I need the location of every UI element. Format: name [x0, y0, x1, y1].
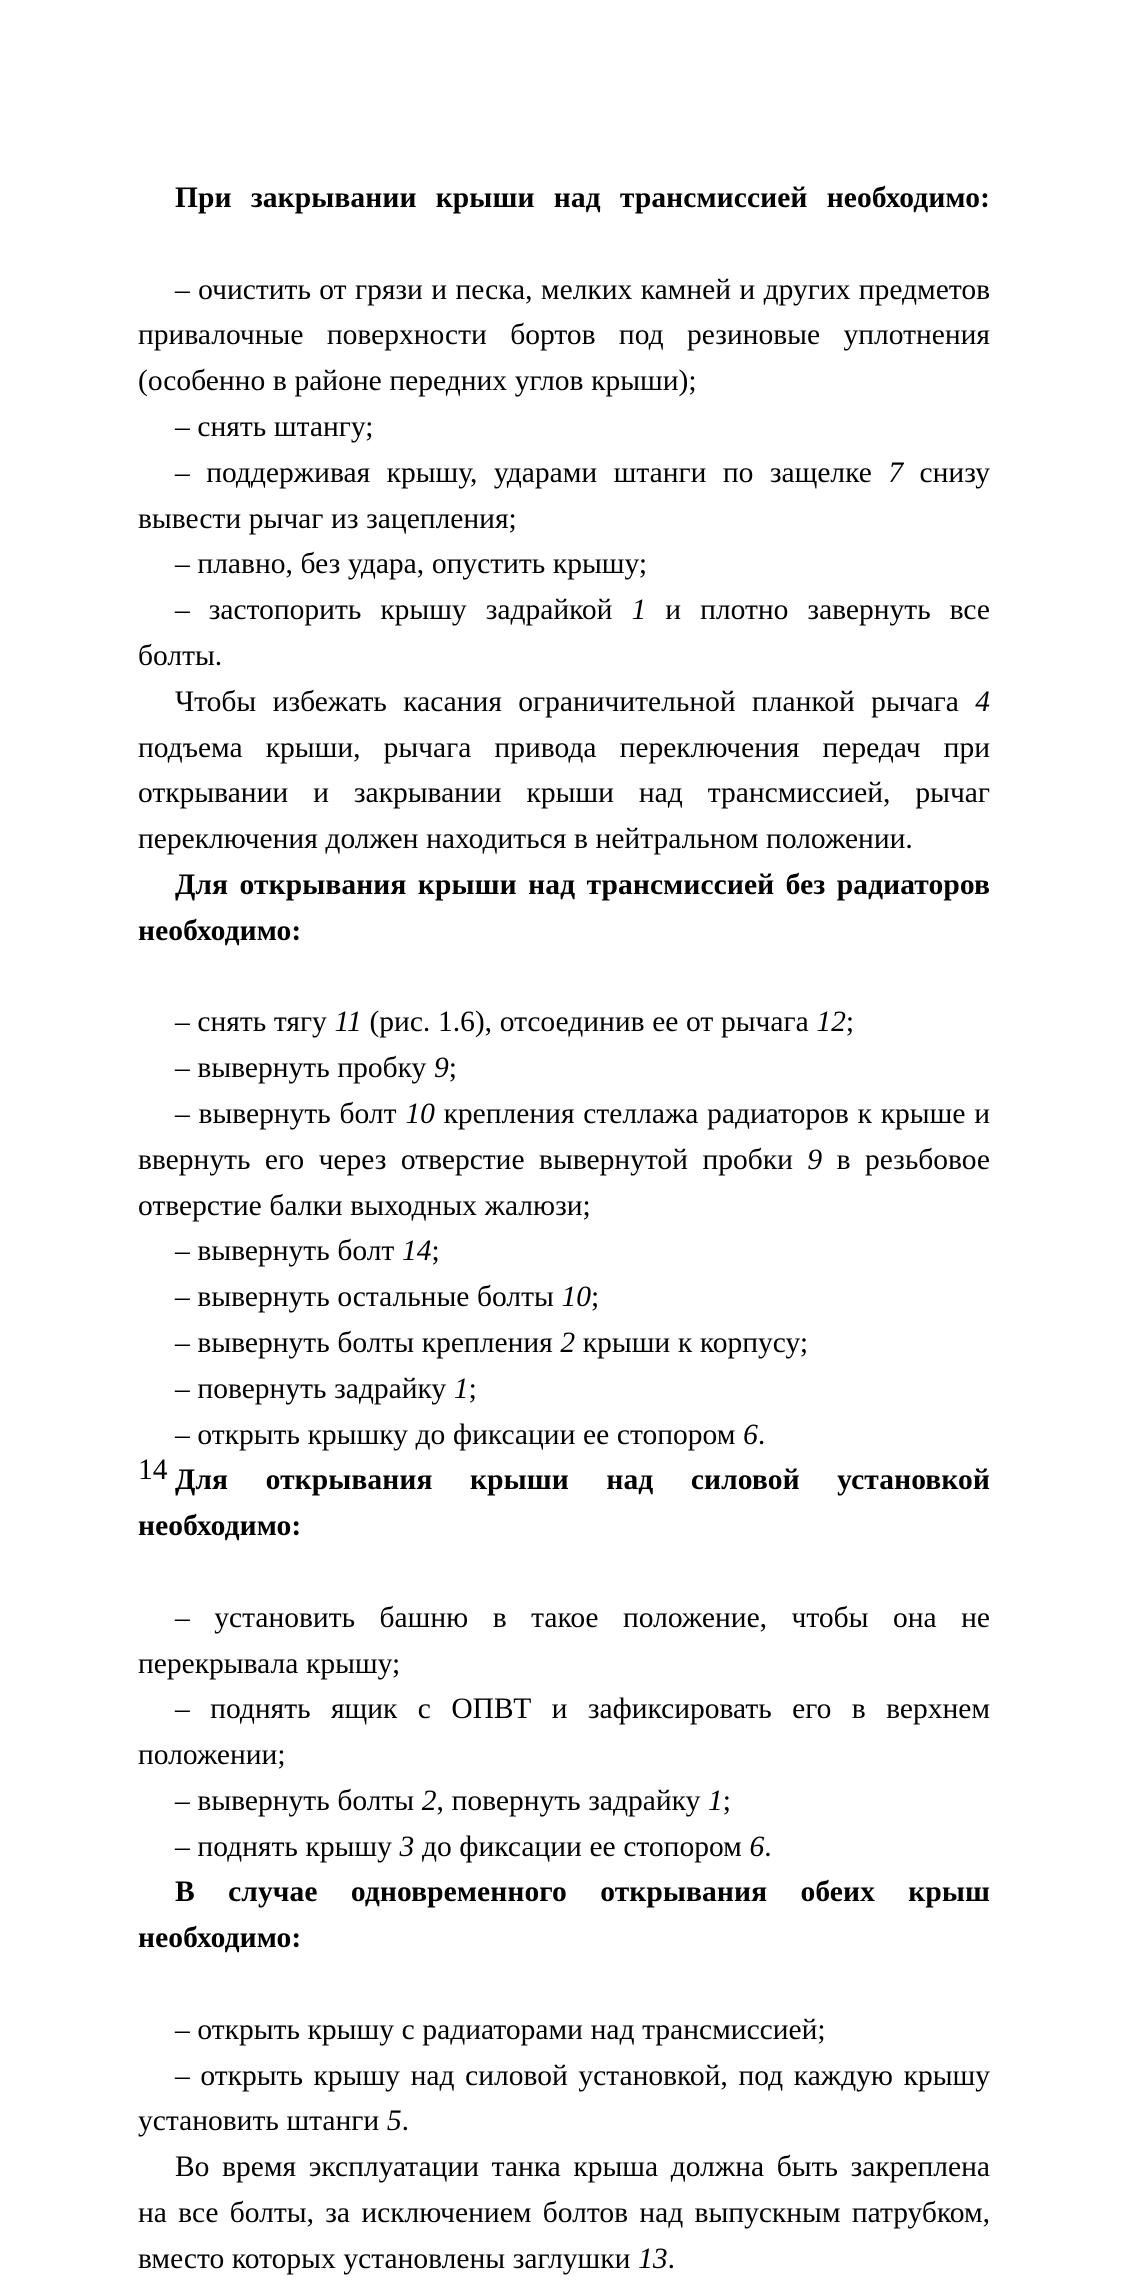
list-item-remove-rod-11 — [138, 1000, 990, 1046]
list-item-text: – вывернуть болт — [175, 1097, 406, 1130]
heading-text: Для открывания крыши над силовой установкой необходимо: — [138, 1464, 990, 1543]
body-text-column — [138, 176, 990, 2283]
paragraph-operation-note-plugs-13 — [138, 2145, 990, 2282]
part-reference: 13 — [638, 2242, 668, 2275]
list-item-text-cont: снизу вывести рычаг из зацепления; — [138, 456, 991, 535]
list-item-lower-roof — [138, 542, 990, 588]
paragraph-text-cont: подъема крыши, рычага привода переключения передач при открывании и закрывании крыши над трансмиссией, рычаг переключения должен находиться в нейтральном положении. — [138, 731, 990, 856]
list-item-text: – поднять ящик с ОПВТ и зафиксировать его в верхнем положении; — [138, 1693, 990, 1772]
list-item-text: – застопорить крышу задрайкой — [175, 594, 632, 627]
paragraph-text: Чтобы избежать касания ограничительной планкой рычага — [175, 685, 976, 718]
list-item-clean-surfaces — [138, 268, 990, 405]
part-reference: 5 — [386, 2105, 402, 2138]
list-item-text-mid: (рис. 1.6), отсоединив ее от рычага — [361, 1006, 817, 1039]
list-item-text: – снять штангу; — [175, 410, 374, 443]
part-reference: 1 — [453, 1372, 469, 1405]
list-item-text: – плавно, без удара, опустить крышу; — [175, 548, 648, 581]
list-item-text: – установить башню в такое положение, чтобы она не перекрывала крышу; — [138, 1601, 990, 1680]
heading-text: Для открывания крыши над трансмиссией без радиаторов необходимо: — [138, 868, 990, 947]
list-item-text: – вывернуть остальные болты — [175, 1281, 562, 1314]
list-item-text-cont: крыши к корпусу; — [575, 1326, 809, 1359]
list-item-unscrew-bolts-2-turn-latch-1 — [138, 1779, 990, 1825]
list-item-text-cont: . — [401, 2105, 409, 2138]
part-reference-2: 12 — [816, 1006, 846, 1039]
list-item-unscrew-bolt-14 — [138, 1229, 990, 1275]
list-item-open-hatch-stopper-6 — [138, 1413, 990, 1459]
list-item-unscrew-plug-9 — [138, 1046, 990, 1092]
list-item-position-turret — [138, 1596, 990, 1688]
part-reference: 3 — [399, 1830, 415, 1863]
list-item-text-cont: . — [757, 1418, 766, 1451]
section-heading-closing-transmission-roof — [138, 176, 990, 268]
part-reference: 4 — [975, 685, 990, 718]
part-reference: 11 — [334, 1006, 362, 1039]
heading-text: При закрывании крыши над трансмиссией необходимо: — [175, 182, 990, 214]
heading-text: В случае одновременного открывания обеих крыш необходимо: — [138, 1876, 990, 1955]
list-item-lock-roof — [138, 588, 990, 680]
list-item-raise-roof-3-stopper-6 — [138, 1825, 990, 1871]
list-item-unscrew-remaining-bolts-10 — [138, 1275, 990, 1321]
list-item-text-cont: ; — [468, 1372, 477, 1405]
part-reference: 1 — [631, 594, 647, 627]
list-item-open-radiator-roof — [138, 2008, 990, 2054]
part-reference: 14 — [401, 1235, 432, 1268]
list-item-text: – вывернуть болты крепления — [175, 1326, 561, 1359]
list-item-text-mid: крепления стеллажа радиаторов к крыше и ввернуть его через отверстие вывернутой пробки — [138, 1097, 990, 1176]
part-reference: 2 — [560, 1326, 576, 1359]
list-item-text-cont: . — [764, 1830, 772, 1863]
list-item-raise-opvt-box — [138, 1687, 990, 1779]
list-item-text: – вывернуть болты — [175, 1784, 422, 1817]
list-item-text-cont: ; — [722, 1784, 731, 1817]
part-reference: 6 — [743, 1418, 758, 1451]
list-item-text-cont: ; — [431, 1235, 440, 1268]
part-reference: 2 — [421, 1784, 437, 1817]
part-reference: 7 — [888, 456, 904, 489]
paragraph-text: Во время эксплуатации танка крыша должна быть закреплена на все болты, за исключением болтов над выпускным патрубком, вместо которых установлены заглушки — [138, 2151, 990, 2275]
list-item-text: – вывернуть пробку — [175, 1052, 434, 1085]
list-item-text: – поддерживая крышу, ударами штанги по защелке — [175, 456, 889, 489]
list-item-text-mid: до фиксации ее стопором — [414, 1830, 750, 1863]
part-reference-2: 6 — [749, 1830, 765, 1863]
part-reference-2: 1 — [708, 1784, 723, 1817]
list-item-text: – снять тягу — [175, 1006, 335, 1039]
list-item-turn-latch-1 — [138, 1367, 990, 1413]
list-item-text: – открыть крышку до фиксации ее стопором — [175, 1418, 744, 1451]
list-item-unscrew-bolt-10 — [138, 1092, 990, 1229]
paragraph-neutral-gear-warning — [138, 680, 990, 863]
section-heading-simultaneous-opening — [138, 1870, 990, 2007]
list-item-text-cont: в резьбовое отверстие балки выходных жалюзи; — [138, 1143, 990, 1222]
part-reference: 10 — [405, 1097, 435, 1130]
list-item-text: – повернуть задрайку — [175, 1372, 454, 1405]
list-item-open-powerplant-roof-rods-5 — [138, 2054, 990, 2146]
section-heading-opening-transmission-roof-no-radiators — [138, 863, 990, 1000]
list-item-text-cont: ; — [845, 1006, 855, 1039]
list-item-text: – открыть крышу над силовой установкой, под каждую крышу установить штанги — [138, 2059, 990, 2138]
list-item-disengage-lever — [138, 451, 990, 543]
list-item-text: – открыть крышу с радиаторами над трансмиссией; — [175, 2013, 826, 2046]
paragraph-text-cont: . — [667, 2242, 675, 2275]
list-item-text: – очистить от грязи и песка, мелких камней и других предметов привалочные поверхности бортов под резиновые уплотнения (особенно в районе передних углов крыши); — [138, 273, 990, 398]
part-reference: 10 — [561, 1281, 592, 1314]
section-heading-opening-powerplant-roof — [138, 1458, 990, 1595]
list-item-text: – вывернуть болт — [175, 1235, 402, 1268]
part-reference-2: 9 — [807, 1143, 823, 1176]
part-reference: 9 — [433, 1052, 449, 1085]
list-item-text-cont: и плотно завернуть все болты. — [138, 594, 990, 672]
list-item-unscrew-mounting-bolts-2 — [138, 1321, 990, 1367]
list-item-text-cont: ; — [591, 1281, 600, 1314]
list-item-remove-rod — [138, 405, 990, 451]
page-number: 14 — [138, 1454, 168, 1486]
list-item-text-mid: , повернуть задрайку — [436, 1784, 709, 1817]
list-item-text: – поднять крышу — [175, 1830, 400, 1863]
list-item-text-cont: ; — [448, 1052, 457, 1085]
